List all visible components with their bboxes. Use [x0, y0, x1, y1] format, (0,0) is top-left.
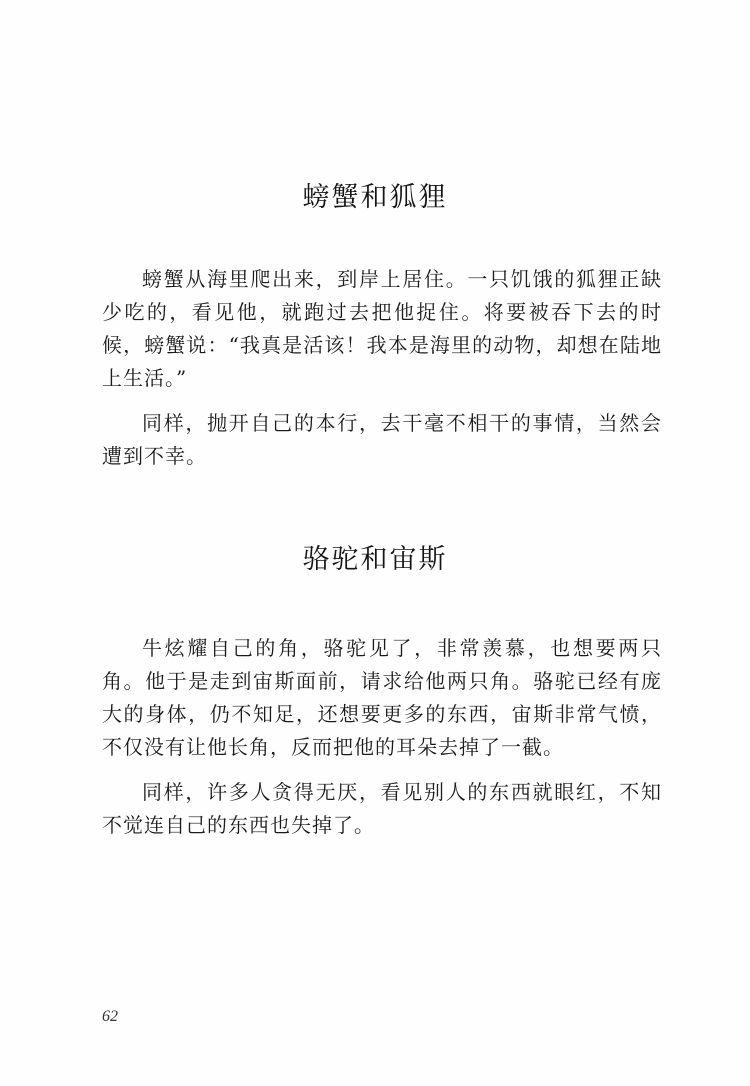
story-paragraph: 螃蟹从海里爬出来，到岸上居住。一只饥饿的狐狸正缺少吃的，看见他，就跑过去把他捉住。将要被吞下去的时候，螃蟹说：“我真是活该！我本是海里的动物，却想在陆地上生活。”: [102, 267, 662, 390]
story-title-crab-and-fox: 螃蟹和狐狸: [302, 182, 448, 213]
story-paragraph: 牛炫耀自己的角，骆驼见了，非常羡慕，也想要两只角。他于是走到宙斯面前，请求给他两只角。骆驼已经有庞大的身体，仍不知足，还想要更多的东西，宙斯非常气愤，不仅没有让他长角，反而把他的耳朵去掉了一截。: [102, 636, 662, 759]
page-number: 62: [102, 1008, 118, 1025]
story-moral: 同样，许多人贪得无厌，看见别人的东西就眼红，不知不觉连自己的东西也失掉了。: [102, 780, 662, 837]
story-moral: 同样，抛开自己的本行，去干毫不相干的事情，当然会遭到不幸。: [102, 411, 662, 468]
story-body-camel-and-zeus: [102, 632, 662, 842]
story-title-camel-and-zeus: 骆驼和宙斯: [302, 544, 448, 575]
story-body-crab-and-fox: [102, 263, 662, 473]
